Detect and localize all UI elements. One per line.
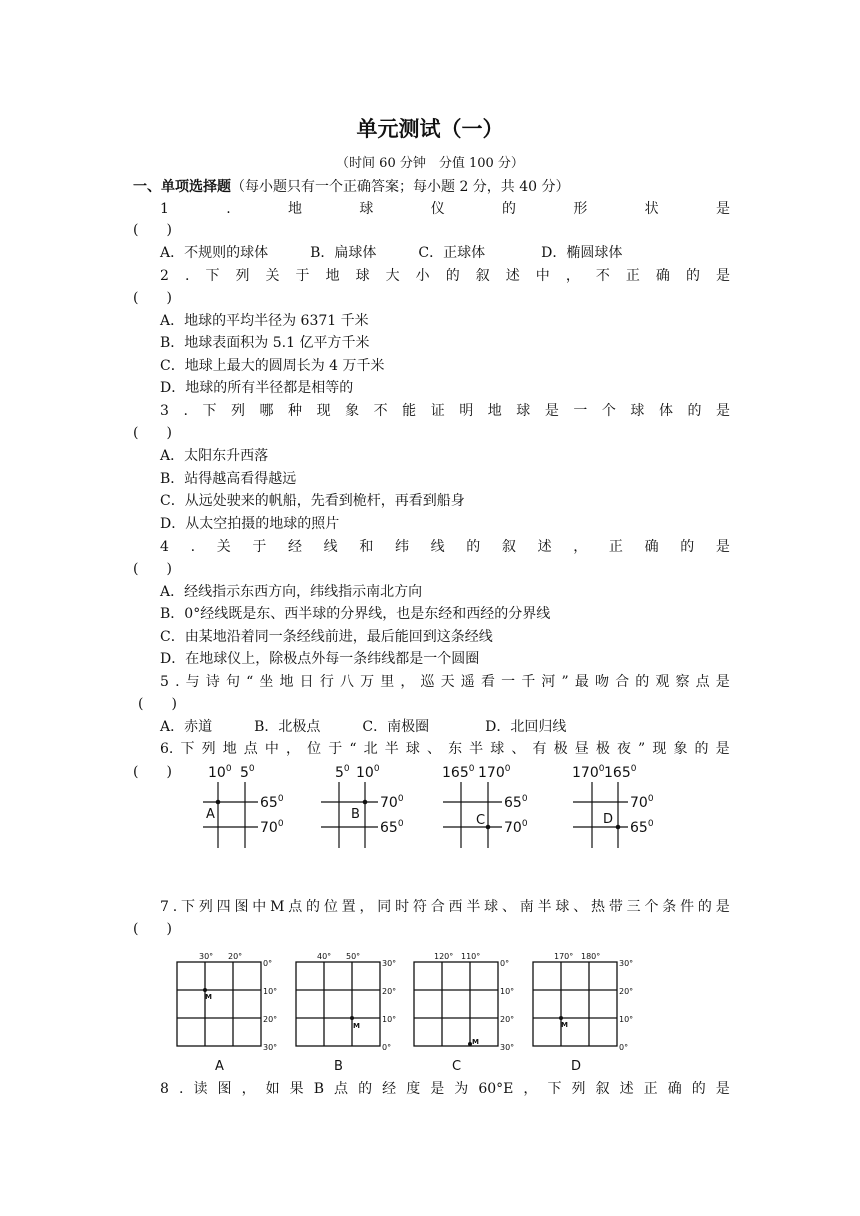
q4-option-d: D．在地球仪上，除极点外每一条纬线都是一个圆圈 — [160, 651, 480, 667]
stem-char: 点 — [243, 741, 258, 757]
point-label: B — [351, 807, 360, 822]
lat-label: 30° — [263, 1043, 278, 1052]
lat-label: 0° — [382, 1043, 392, 1052]
stem-char: 遥 — [460, 674, 475, 690]
stem-char: 是 — [715, 899, 730, 915]
stem-char: 最 — [574, 674, 589, 690]
stem-char: 个 — [644, 899, 659, 915]
stem-char: 正 — [643, 1081, 658, 1097]
lon-label: 170 — [572, 765, 599, 781]
stem-char: 是 — [430, 1081, 445, 1097]
svg-text:1650: $165^0$ — [604, 764, 637, 781]
stem-char: 东 — [448, 741, 463, 757]
q3-option-c: C．从远处驶来的帆船，先看到桅杆，再看到船身 — [160, 493, 465, 509]
stem-char: 关 — [265, 268, 280, 284]
point-label: A — [206, 807, 215, 822]
lon-label: 110° — [461, 952, 481, 961]
svg-text:700: $70^0$ — [260, 819, 284, 836]
svg-text:1650: $165^0$ — [442, 764, 475, 781]
stem-char: 列 — [201, 741, 216, 757]
q2-stem — [160, 267, 730, 285]
point-marker — [363, 800, 368, 805]
stem-char: 的 — [502, 201, 517, 217]
m-label: M — [353, 1022, 360, 1030]
stem-char: 、 — [573, 899, 588, 915]
stem-char: ” — [638, 741, 646, 757]
svg-text:650: $65^0$ — [260, 794, 284, 811]
stem-char: 确 — [655, 268, 670, 284]
stem-char: 球 — [484, 899, 499, 915]
stem-char: 是 — [544, 403, 559, 419]
stem-char: 的 — [358, 1081, 373, 1097]
stem-char: 夜 — [616, 741, 631, 757]
stem-char: 列 — [230, 403, 245, 419]
stem-char: 下 — [181, 899, 195, 915]
q7-grid-d — [527, 948, 637, 1078]
stem-char: 7 — [160, 899, 169, 915]
stem-char: 60°E — [478, 1081, 514, 1097]
stem-char: 确 — [644, 539, 659, 555]
stem-char: 列 — [571, 1081, 586, 1097]
q2-option-d: D．地球的所有半径都是相等的 — [160, 380, 354, 396]
stem-char: 个 — [601, 403, 616, 419]
stem-char: . — [175, 674, 180, 690]
m-label: M — [561, 1021, 568, 1029]
stem-char: 图 — [217, 1081, 232, 1097]
svg-text:1700: $170^0$ — [572, 764, 605, 781]
stem-char: . — [184, 268, 190, 284]
stem-char: ， — [573, 539, 588, 555]
lat-label: 65 — [630, 820, 648, 836]
lat-label: 65 — [380, 820, 398, 836]
stem-char: 句 — [225, 674, 240, 690]
stem-char: 经 — [382, 1081, 397, 1097]
stem-char: 下 — [202, 403, 217, 419]
stem-char: 的 — [635, 674, 650, 690]
stem-char: 半 — [466, 899, 481, 915]
lat-label: 10° — [619, 1015, 634, 1024]
stem-char: 的 — [680, 539, 695, 555]
svg-text:100: $10^0$ — [356, 764, 380, 781]
stem-char: 时 — [395, 899, 410, 915]
grid-label: C — [452, 1059, 462, 1074]
q5-stem — [160, 673, 730, 691]
stem-char: 河 — [541, 674, 556, 690]
stem-char: 球 — [405, 741, 420, 757]
stem-char: . — [178, 1081, 184, 1097]
stem-char: 八 — [339, 674, 354, 690]
stem-char: 是 — [715, 674, 730, 690]
lon-label: 40° — [317, 952, 332, 961]
stem-char: 位 — [307, 741, 322, 757]
stem-char: 形 — [573, 201, 588, 217]
section-heading — [133, 178, 570, 196]
stem-char: 点 — [695, 674, 710, 690]
exam-info: （时间 60 分钟 分值 100 分） — [336, 156, 524, 171]
stem-char: 是 — [715, 268, 730, 284]
stem-char: 哪 — [259, 403, 274, 419]
stem-char: 图 — [234, 899, 249, 915]
point-marker — [486, 825, 491, 830]
stem-char: 的 — [697, 899, 712, 915]
stem-char: 热 — [591, 899, 606, 915]
q2-option-c: C．地球上最大的圆周长为 4 万千米 — [160, 358, 385, 374]
stem-char: 叙 — [501, 539, 516, 555]
stem-char: 件 — [680, 899, 695, 915]
stem-char: 经 — [288, 539, 302, 555]
stem-char: 西 — [448, 899, 463, 915]
q6-diagram-b — [318, 760, 408, 860]
q1-options: A．不规则的球体 B．扁球体 C．正球体 D．椭圆球体 — [160, 245, 623, 261]
q4-option-c: C．由某地沿着同一条经线前进，最后能回到这条经线 — [160, 629, 493, 645]
stem-char: 千 — [521, 674, 536, 690]
lat-label: 70 — [630, 795, 648, 811]
stem-char: “ — [349, 741, 357, 757]
stem-char: 的 — [466, 539, 481, 555]
lat-label: 70 — [380, 795, 398, 811]
stem-char: 行 — [319, 674, 334, 690]
stem-char: 球 — [555, 899, 570, 915]
m-point — [350, 1016, 354, 1020]
stem-char: 北 — [363, 741, 378, 757]
lon-label: 165 — [604, 765, 631, 781]
stem-char: . — [190, 539, 196, 555]
m-label: M — [472, 1038, 479, 1046]
page-title: 单元测试（一） — [356, 117, 504, 141]
section-title: 一、单项选择题 — [133, 179, 231, 195]
answer-paren: ( ) — [138, 696, 177, 712]
stem-char: 不 — [595, 268, 610, 284]
stem-char: 5 — [160, 674, 169, 690]
stem-char: 坐 — [259, 674, 274, 690]
stem-char: 于 — [252, 539, 267, 555]
lon-label: 5 — [335, 765, 344, 781]
stem-char: 3 — [160, 403, 169, 419]
stem-char: 明 — [459, 403, 474, 419]
q6-diagram-a — [200, 760, 290, 860]
svg-text:650: $65^0$ — [630, 819, 654, 836]
q6-diagram-d — [570, 760, 670, 860]
answer-paren: ( ) — [133, 921, 172, 937]
svg-text:50: $5^0$ — [240, 764, 255, 781]
answer-paren: ( ) — [133, 425, 172, 441]
lat-label: 0° — [263, 959, 273, 968]
lon-label: 10 — [208, 765, 226, 781]
stem-char: 2 — [160, 268, 169, 284]
svg-text:650: $65^0$ — [380, 819, 404, 836]
stem-char: 球 — [630, 403, 645, 419]
stem-char: 置 — [341, 899, 356, 915]
grid-label: D — [571, 1059, 582, 1074]
stem-char: 位 — [323, 899, 338, 915]
stem-char: 6. — [160, 741, 174, 757]
stem-char: 中 — [264, 741, 279, 757]
grid-label: A — [215, 1059, 224, 1074]
stem-char: 半 — [384, 741, 399, 757]
lat-label: 20° — [500, 1015, 515, 1024]
svg-text:650: $65^0$ — [504, 794, 528, 811]
lat-label: 70 — [260, 820, 278, 836]
stem-char: 小 — [415, 268, 430, 284]
stem-char: 看 — [480, 674, 495, 690]
stem-char: 不 — [373, 403, 388, 419]
stem-char: 南 — [519, 899, 534, 915]
q7-stem — [160, 898, 730, 916]
q7-grid-b — [290, 948, 400, 1078]
q5-options: A．赤道 B．北极点 C．南极圈 D．北回归线 — [160, 719, 567, 735]
stem-char: ” — [561, 674, 569, 690]
lat-label: 30° — [500, 1043, 515, 1052]
lon-label: 10 — [356, 765, 374, 781]
stem-char: 吻 — [594, 674, 609, 690]
stem-char: 极 — [553, 741, 568, 757]
stem-char: 万 — [360, 674, 375, 690]
stem-char: 于 — [295, 268, 310, 284]
stem-char: 果 — [289, 1081, 304, 1097]
stem-char: 纬 — [394, 539, 409, 555]
stem-char: 的 — [685, 268, 700, 284]
stem-char: ， — [286, 741, 301, 757]
stem-char: 合 — [430, 899, 445, 915]
stem-char: 证 — [430, 403, 445, 419]
lat-label: 0° — [619, 1043, 629, 1052]
stem-char: 的 — [687, 403, 702, 419]
stem-char: ， — [359, 899, 374, 915]
stem-char: 里 — [380, 674, 395, 690]
q7-grid-a — [172, 948, 282, 1078]
stem-char: M — [270, 899, 285, 915]
stem-char: 能 — [402, 403, 417, 419]
stem-char: 点 — [334, 1081, 349, 1097]
stem-char: 中 — [535, 268, 550, 284]
stem-char: 述 — [505, 268, 520, 284]
stem-char: 一 — [501, 674, 516, 690]
stem-char: 下 — [180, 741, 195, 757]
stem-char: 察 — [675, 674, 690, 690]
stem-char: 于 — [328, 741, 343, 757]
stem-char: 条 — [662, 899, 677, 915]
q3-option-d: D．从太空拍摄的地球的照片 — [160, 516, 340, 532]
stem-char: 象 — [673, 741, 688, 757]
stem-char: 的 — [445, 268, 460, 284]
stem-char: 符 — [412, 899, 427, 915]
stem-char: 线 — [323, 539, 338, 555]
stem-char: 日 — [299, 674, 314, 690]
point-label: C — [476, 813, 486, 828]
stem-char: 列 — [198, 899, 213, 915]
stem-char: 4 — [160, 539, 169, 555]
stem-char: 与 — [185, 674, 200, 690]
lat-label: 70 — [504, 820, 522, 836]
q2-option-b: B．地球表面积为 5.1 亿平方千米 — [160, 335, 370, 351]
svg-text:1700: $170^0$ — [478, 764, 511, 781]
stem-char: 同 — [377, 899, 392, 915]
lat-label: 20° — [619, 987, 634, 996]
stem-char: 正 — [625, 268, 640, 284]
stem-char: 体 — [658, 403, 673, 419]
stem-char: 昼 — [574, 741, 589, 757]
lon-label: 165 — [442, 765, 469, 781]
q8-stem — [160, 1080, 730, 1098]
stem-char: 正 — [608, 539, 623, 555]
stem-char: 、 — [501, 899, 516, 915]
lon-label: 30° — [199, 952, 214, 961]
stem-char: 叙 — [595, 1081, 610, 1097]
stem-char: 是 — [715, 539, 730, 555]
svg-text:700: $70^0$ — [630, 794, 654, 811]
stem-char: 半 — [469, 741, 484, 757]
stem-char: 天 — [440, 674, 455, 690]
stem-char: 现 — [652, 741, 667, 757]
stem-char: 象 — [345, 403, 360, 419]
svg-text:100: $10^0$ — [208, 764, 232, 781]
stem-char: 述 — [537, 539, 552, 555]
stem-char: 地 — [222, 741, 237, 757]
lat-label: 30° — [619, 959, 634, 968]
stem-char: 球 — [516, 403, 531, 419]
grid-label: B — [334, 1059, 343, 1074]
point-label: D — [603, 812, 614, 827]
stem-char: 下 — [205, 268, 220, 284]
lat-label: 65 — [504, 795, 522, 811]
stem-char: . — [183, 403, 188, 419]
q3-option-b: B．站得越高看得越远 — [160, 471, 297, 487]
stem-char: “ — [246, 674, 254, 690]
svg-text:700: $70^0$ — [380, 794, 404, 811]
stem-char: 四 — [216, 899, 231, 915]
stem-char: 现 — [316, 403, 331, 419]
q4-stem — [160, 538, 730, 556]
stem-char: 确 — [667, 1081, 682, 1097]
stem-char: 球 — [355, 268, 370, 284]
stem-char: 地 — [325, 268, 340, 284]
q2-option-a: A．地球的平均半径为 6371 千米 — [160, 313, 369, 329]
stem-char: B — [313, 1081, 324, 1097]
stem-char: 合 — [615, 674, 630, 690]
stem-char: 1 — [160, 201, 169, 217]
lat-label: 20° — [382, 987, 397, 996]
stem-char: 大 — [385, 268, 400, 284]
stem-char: 的 — [691, 1081, 706, 1097]
lon-label: 5 — [240, 765, 249, 781]
stem-char: 一 — [573, 403, 588, 419]
stem-char: ， — [400, 674, 415, 690]
stem-char: 8 — [160, 1081, 169, 1097]
stem-char: 地 — [288, 201, 303, 217]
stem-char: 列 — [235, 268, 250, 284]
answer-paren: ( ) — [133, 222, 172, 238]
point-marker — [216, 800, 221, 805]
answer-paren: ( ) — [133, 561, 172, 577]
stem-char: 下 — [547, 1081, 562, 1097]
lat-label: 0° — [500, 959, 510, 968]
stem-char: 叙 — [475, 268, 490, 284]
stem-char: 是 — [716, 201, 730, 217]
stem-char: 如 — [265, 1081, 280, 1097]
stem-char: 球 — [359, 201, 374, 217]
lon-label: 120° — [434, 952, 454, 961]
stem-char: 诗 — [205, 674, 220, 690]
stem-char: 是 — [716, 403, 730, 419]
q4-option-b: B．0°经线既是东、西半球的分界线，也是东经和西经的分界线 — [160, 606, 551, 622]
lon-label: 180° — [581, 952, 601, 961]
stem-char: 仪 — [430, 201, 445, 217]
stem-char: . — [226, 201, 231, 217]
m-label: M — [205, 993, 212, 1001]
lat-label: 10° — [263, 987, 278, 996]
stem-char: 和 — [359, 539, 374, 555]
lat-label: 20° — [263, 1015, 278, 1024]
answer-paren: ( ) — [133, 290, 172, 306]
stem-char: 、 — [511, 741, 526, 757]
stem-char: 是 — [715, 1081, 730, 1097]
lon-label: 170° — [554, 952, 574, 961]
q4-option-a: A．经线指示东西方向，纬线指示南北方向 — [160, 584, 423, 600]
stem-char: 的 — [694, 741, 709, 757]
q6-diagram-c — [440, 760, 540, 860]
stem-char: 观 — [655, 674, 670, 690]
stem-char: ， — [565, 268, 580, 284]
stem-char: 度 — [406, 1081, 421, 1097]
stem-char: 地 — [279, 674, 294, 690]
stem-char: 种 — [288, 403, 303, 419]
lon-label: 50° — [346, 952, 361, 961]
lon-label: 170 — [478, 765, 505, 781]
svg-text:700: $70^0$ — [504, 819, 528, 836]
stem-char: 的 — [306, 899, 321, 915]
stem-char: . — [172, 899, 178, 915]
stem-char: 状 — [644, 201, 659, 217]
stem-char: 是 — [715, 741, 730, 757]
stem-char: 中 — [252, 899, 267, 915]
lat-label: 10° — [500, 987, 515, 996]
q3-option-a: A．太阳东升西落 — [160, 448, 269, 464]
stem-char: 关 — [216, 539, 231, 555]
stem-char: 读 — [193, 1081, 208, 1097]
stem-char: 线 — [430, 539, 445, 555]
lon-label: 20° — [228, 952, 243, 961]
lat-label: 65 — [260, 795, 278, 811]
stem-char: 述 — [619, 1081, 634, 1097]
stem-char: 为 — [454, 1081, 469, 1097]
stem-char: 地 — [487, 403, 502, 419]
q1-stem — [160, 200, 730, 218]
svg-text:50: $5^0$ — [335, 764, 350, 781]
section-note: （每小题只有一个正确答案；每小题 2 分，共 40 分） — [231, 179, 570, 195]
stem-char: 带 — [608, 899, 623, 915]
q3-stem — [160, 402, 730, 420]
stem-char: ， — [523, 1081, 538, 1097]
stem-char: ， — [241, 1081, 256, 1097]
lat-label: 10° — [382, 1015, 397, 1024]
stem-char: 极 — [595, 741, 610, 757]
stem-char: 球 — [490, 741, 505, 757]
m-point — [559, 1016, 563, 1020]
stem-char: 三 — [626, 899, 641, 915]
q7-grid-c — [408, 948, 518, 1078]
stem-char: 半 — [537, 899, 552, 915]
stem-char: 有 — [532, 741, 547, 757]
stem-char: 巡 — [420, 674, 435, 690]
q6-stem — [160, 740, 730, 758]
answer-paren: ( ) — [133, 764, 172, 780]
point-marker — [616, 825, 621, 830]
stem-char: 、 — [426, 741, 441, 757]
lat-label: 30° — [382, 959, 397, 968]
m-point — [203, 988, 207, 992]
stem-char: 点 — [288, 899, 303, 915]
